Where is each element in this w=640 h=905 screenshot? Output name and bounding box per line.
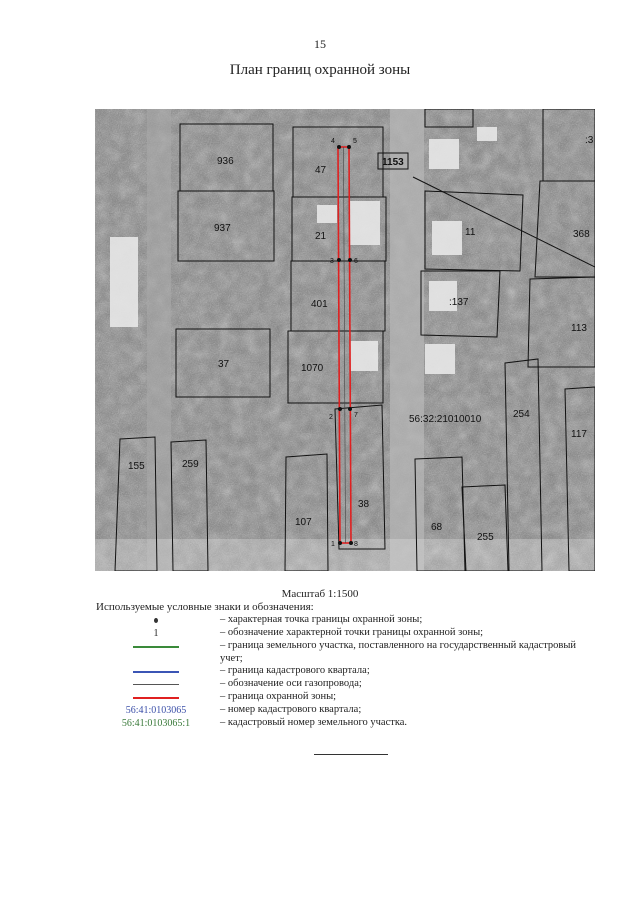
parcel-number: 113 (571, 323, 587, 334)
legend-row: 56:41:0103065:1 – кадастровый номер земельного участка. (121, 717, 408, 729)
parcel-number: 937 (214, 223, 231, 234)
map-scale: Масштаб 1:1500 (281, 588, 359, 600)
quarter-label: 56:32:21010010 (409, 414, 482, 425)
parcel-number: 37 (218, 359, 230, 370)
point-label: 5 (353, 138, 357, 145)
legend-row: – обозначение оси газопровода; (96, 678, 596, 691)
point-label: 2 (329, 414, 333, 421)
parcel-number: 117 (571, 429, 587, 440)
point-label: 3 (330, 258, 334, 265)
legend-row: 56:41:0103065 – номер кадастрового квартала; (125, 704, 362, 716)
point-label: 6 (354, 258, 358, 265)
parcel-number: 368 (573, 229, 590, 240)
legend (96, 614, 596, 730)
road (390, 109, 424, 571)
parcel-number: 21 (315, 231, 327, 242)
parcel-code-symbol: 56:41:0103065:1 (121, 718, 191, 729)
legend-row: – граница охранной зоны; (96, 691, 596, 704)
legend-title: Используемые условные знаки и обозначения: (96, 601, 314, 613)
gray-line-icon (133, 684, 179, 685)
legend-row: 1 – обозначение характерной точки границы охранной зоны; (153, 627, 484, 639)
page-title: План границ охранной зоны (229, 62, 411, 78)
legend-row: – граница кадастрового квартала; (96, 665, 596, 678)
parcel-number: 107 (295, 517, 312, 528)
point-label: 7 (354, 412, 358, 419)
parcel-number: 68 (431, 522, 443, 533)
red-line-icon (133, 697, 179, 699)
parcel-number: 47 (315, 165, 327, 176)
parcel-number: 401 (311, 299, 328, 310)
point-label: 8 (354, 541, 358, 548)
parcel-number: 254 (513, 409, 530, 420)
point-dot-icon (154, 618, 158, 623)
point-number-symbol: 1 (153, 628, 159, 639)
parcel-number: 11 (465, 227, 476, 238)
point-label: 1 (331, 541, 335, 548)
parcel-number: 936 (217, 156, 234, 167)
parcel-number: 155 (128, 461, 145, 472)
parcel-number: 259 (182, 459, 199, 470)
parcel-number: 38 (358, 499, 370, 510)
page-number: 15 (314, 37, 326, 51)
legend-row: – характерная точка границы охранной зоны; (96, 614, 596, 627)
parcel-number: :3 (585, 135, 594, 146)
legend-row: – граница земельного участка, поставленного на государственный кадастровый учет; (96, 640, 596, 665)
green-line-icon (133, 646, 179, 648)
blue-line-icon (133, 671, 179, 673)
footer-divider (314, 754, 388, 755)
parcel-number: 255 (477, 532, 494, 543)
cadastral-map (95, 109, 595, 571)
parcel-number: :137 (449, 297, 469, 308)
parcel-number: 1153 (382, 157, 404, 168)
parcel-number: 1070 (301, 363, 324, 374)
point-label: 4 (331, 138, 335, 145)
quarter-code-symbol: 56:41:0103065 (125, 705, 187, 716)
